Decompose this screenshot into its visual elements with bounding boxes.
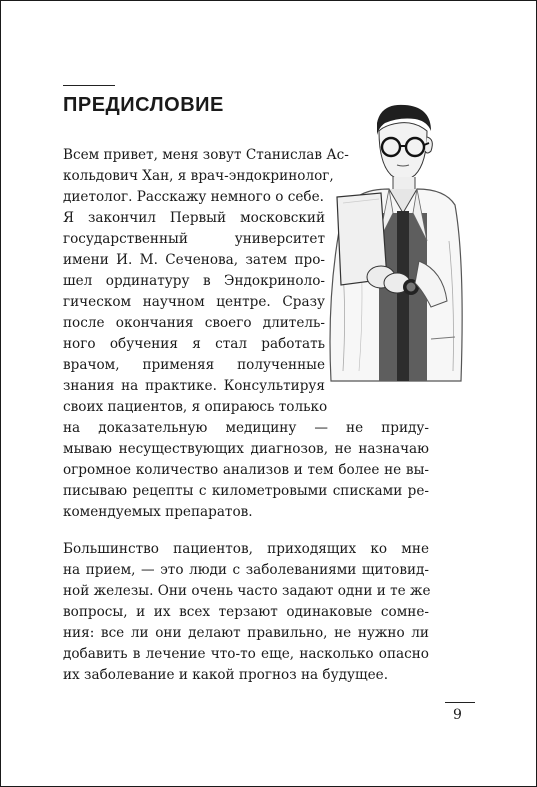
paragraph-line: врачом, применяя полученные (63, 357, 325, 373)
paragraph-line: Я закончил Первый московский (63, 210, 325, 226)
paragraph-line: ной железы. Они очень часто задают одни и те же (63, 583, 431, 599)
paragraph-line: писываю рецепты с километровыми списками ре- (63, 483, 429, 499)
paragraph-line: Всем привет, меня зовут Станислав Ас- (63, 147, 349, 163)
paragraph-line: государственный университет (63, 231, 325, 247)
paragraph-line: своих пациентов, я опираюсь только (63, 399, 328, 415)
paragraph-line: знания на практике. Консультируя (63, 378, 325, 394)
paragraph-line: ния: все ли они делают правильно, не нужно ли (63, 625, 429, 641)
paragraph-line: вопросы, и их всех терзают одинаковые сомне- (63, 604, 429, 620)
page-title: ПРЕДИСЛОВИЕ (63, 94, 224, 116)
paragraph-line: на доказательную медицину — не приду- (63, 420, 429, 436)
page-number-rule (445, 702, 475, 703)
page-number: 9 (453, 707, 462, 723)
paragraph-line: мываю несуществующих диагнозов, не назначаю (63, 441, 429, 457)
paragraph-line: на прием, — это люди с заболеваниями щитовид- (63, 562, 429, 578)
heading-rule (63, 85, 115, 86)
paragraph-line: имени И. М. Сеченова, затем про- (63, 252, 325, 268)
paragraph-line: комендуемых препаратов. (63, 504, 253, 520)
paragraph-line: их заболевание и какой прогноз на будущее. (63, 667, 389, 683)
paragraph-line: гическом научном центре. Сразу (63, 294, 325, 310)
doctor-illustration (319, 101, 467, 391)
paragraph-line: ного обучения я стал работать (63, 336, 325, 352)
paragraph-line: кольдович Хан, я врач-эндокринолог, (63, 168, 334, 184)
paragraph-line: диетолог. Расскажу немного о себе. (63, 189, 324, 205)
paragraph-line: добавить в лечение что-то еще, насколько опасно (63, 646, 429, 662)
paragraph-line: после окончания своего длитель- (63, 315, 325, 331)
paragraph-line: шел ординатуру в Эндокриноло- (63, 273, 325, 289)
paragraph-line: огромное количество анализов и тем более не вы- (63, 462, 429, 478)
paragraph-line: Большинство пациентов, приходящих ко мне (63, 541, 429, 557)
